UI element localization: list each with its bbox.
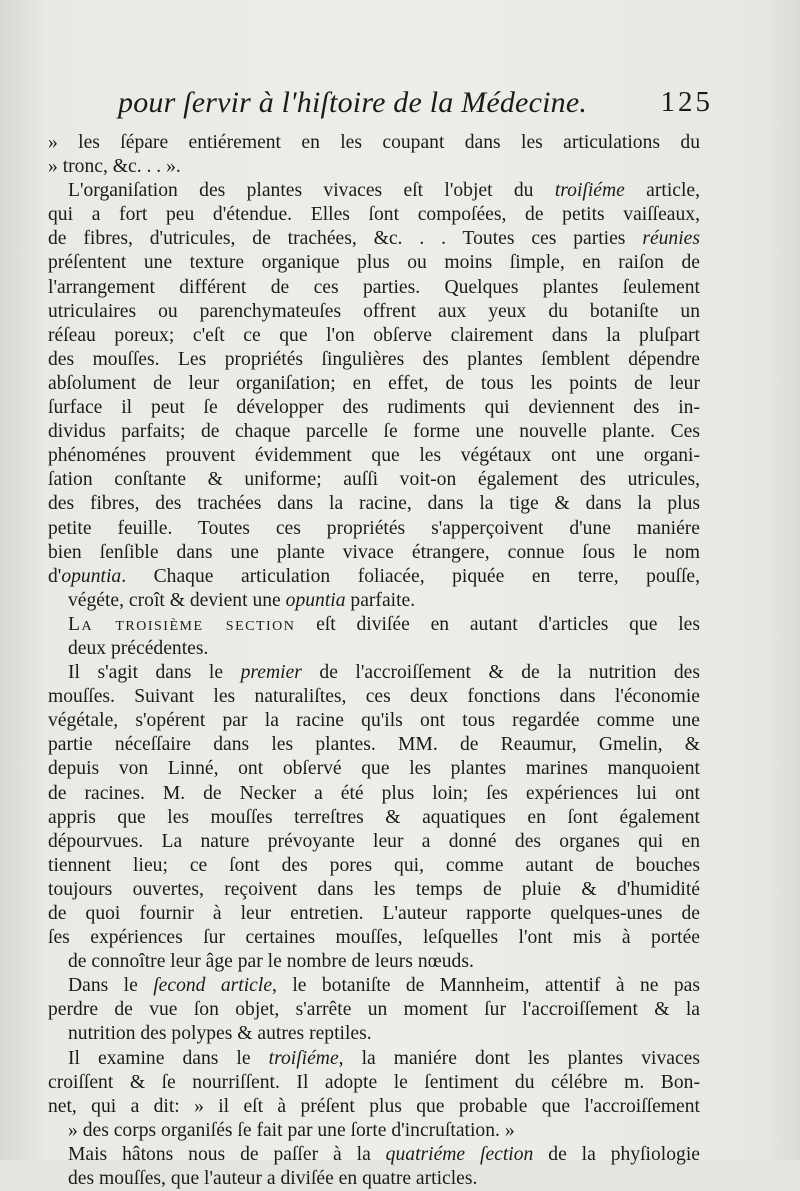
- page-header: [118, 86, 713, 126]
- paragraph-third-section: La troisième section eſt diviſée en autant d'articles que les deux précédentes.: [68, 613, 700, 659]
- page-number: 125: [660, 86, 713, 118]
- paragraph-third-article: Il examine dans le troiſiéme, la maniére dont les plantes vivaces croiſſent & ſe nourriſſent. Il adopte le ſentiment du célébre m. Bon- net, qui a dit: » il eſt à préſent plus que probable que l'accroiſſement » des corps organiſés ſe fait par une ſorte d'incruſtation. »: [48, 1047, 700, 1141]
- body-text: [48, 131, 700, 1191]
- paragraph-second-article: Dans le ſecond article, le botaniſte de Mannheim, attentif à ne pas perdre de vue ſon objet, s'arrête un moment ſur l'accroiſſement & la nutrition des polypes & autres reptiles.: [48, 975, 700, 1045]
- running-title: pour ſervir à l'hiſtoire de la Médecine.: [118, 86, 588, 119]
- paragraph-organisation: L'organiſation des plantes vivaces eſt l'objet du troiſiéme article, qui a fort peu d'étendue. Elles ſont compoſées, de petits vaiſſeaux, de fibres, d'utricules, de trachées, &c. . . Toutes ces parties réunies préſentent une texture organique plus ou moins ſimple, en raiſon de l'arrangement différent de ces parties. Quelques plantes ſeulement utriculaires ou parenchymateuſes offrent aux yeux du botaniſte un réſeau poreux; c'eſt ce que l'on obſerve clairement dans la pluſpart des mouſſes. Les propriétés ſingulières des plantes ſemblent dépendre abſolument de leur organiſation; en effet, de tous les points de leur ſurface il peut ſe développer des rudiments qui deviennent des in- dividus parfaits; de chaque parcelle ſe forme une nouvelle plante. Ces phénoménes prouvent évidemment que les végétaux ont une organi- ſation conſtante & uniforme; auſſi voit-on également des utricules, des fibres, des trachées dans la racine, dans la tige & dans la plus petite feuille. Toutes ces propriétés s'apperçoivent d'une maniére bien ſenſible dans une plante vivace étrangere, connue ſous le nom d'opuntia. Chaque articulation foliacée, piquée en terre, pouſſe, végéte, croît & devient une opuntia parfaite.: [48, 180, 700, 611]
- paragraph-quote-end: » les ſépare entiérement en les coupant dans les articulations du » tronc, &c. . . ».: [48, 132, 700, 178]
- paragraph-first-article: Il s'agit dans le premier de l'accroiſſement & de la nutrition des mouſſes. Suivant les naturaliſtes, ces deux fonctions dans l'économie végétale, s'opérent par la racine qu'ils ont tous regardée comme une partie néceſſaire dans les plantes. MM. de Reaumur, Gmelin, & depuis von Linné, ont obſervé que les plantes marines manquoient de racines. M. de Necker a été plus loin; ſes expériences lui ont appris que les mouſſes terreſtres & aquatiques en ſont également dépourvues. La nature prévoyante leur a donné des organes qui en tiennent lieu; ce ſont des pores qui, comme autant de bouches toujours ouvertes, reçoivent dans les temps de pluie & d'humidité de quoi fournir à leur entretien. L'auteur rapporte quelques-unes de ſes expériences ſur certaines mouſſes, leſquelles l'ont mis à portée de connoître leur âge par le nombre de leurs nœuds.: [48, 662, 701, 973]
- paragraph-fourth-section: Mais hâtons nous de paſſer à la quatriéme ſection de la phyſiologie des mouſſes, que l'auteur a diviſée en quatre articles.: [68, 1143, 700, 1190]
